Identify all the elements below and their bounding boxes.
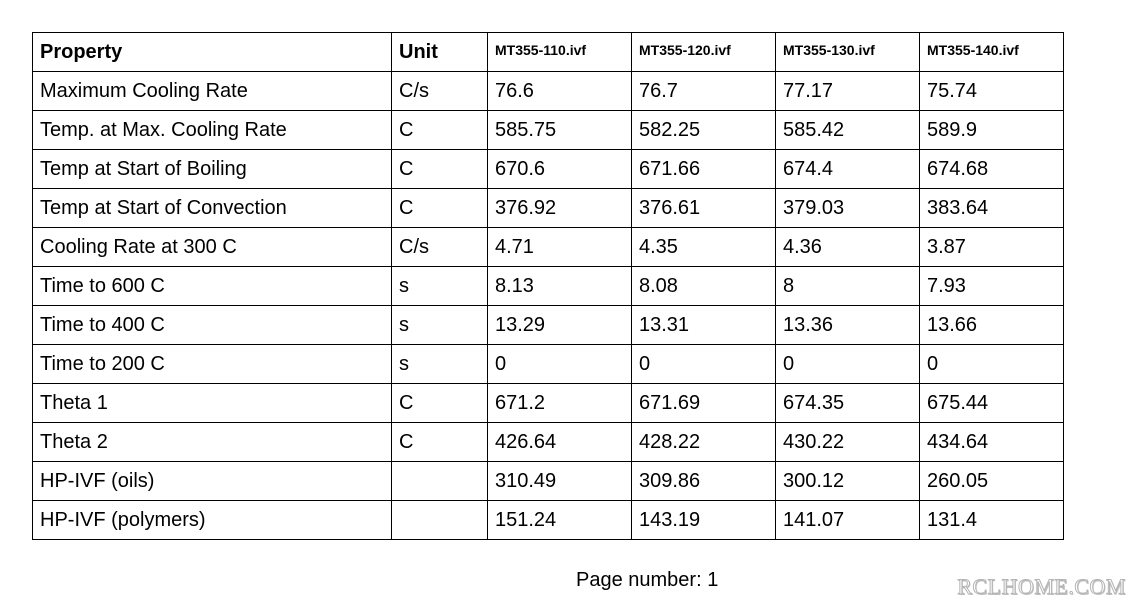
property-cell: HP-IVF (polymers) [33,501,392,540]
unit-cell [392,501,488,540]
value-cell: 589.9 [920,111,1064,150]
value-cell: 309.86 [632,462,776,501]
value-cell: 13.66 [920,306,1064,345]
value-cell: 376.61 [632,189,776,228]
value-cell: 76.7 [632,72,776,111]
unit-cell: C/s [392,72,488,111]
value-cell: 8 [776,267,920,306]
value-cell: 310.49 [488,462,632,501]
value-cell: 434.64 [920,423,1064,462]
page-number: Page number: 1 [576,569,719,591]
value-cell: 670.6 [488,150,632,189]
header-file: MT355-130.ivf [776,33,920,72]
table-header-row [33,33,1064,72]
property-cell: Temp at Start of Boiling [33,150,392,189]
value-cell: 376.92 [488,189,632,228]
value-cell: 13.29 [488,306,632,345]
value-cell: 671.69 [632,384,776,423]
value-cell: 141.07 [776,501,920,540]
property-cell: HP-IVF (oils) [33,462,392,501]
property-cell: Temp. at Max. Cooling Rate [33,111,392,150]
table-row [33,228,1064,267]
property-cell: Theta 2 [33,423,392,462]
property-cell: Cooling Rate at 300 C [33,228,392,267]
table-row [33,150,1064,189]
property-cell: Maximum Cooling Rate [33,72,392,111]
value-cell: 379.03 [776,189,920,228]
value-cell: 131.4 [920,501,1064,540]
value-cell: 585.75 [488,111,632,150]
unit-cell: s [392,345,488,384]
value-cell: 4.36 [776,228,920,267]
unit-cell: C/s [392,228,488,267]
value-cell: 0 [488,345,632,384]
value-cell: 7.93 [920,267,1064,306]
value-cell: 582.25 [632,111,776,150]
table-body [33,72,1064,540]
value-cell: 8.13 [488,267,632,306]
property-cell: Temp at Start of Convection [33,189,392,228]
value-cell: 260.05 [920,462,1064,501]
value-cell: 671.66 [632,150,776,189]
value-cell: 674.4 [776,150,920,189]
cooling-properties-table [32,32,1064,540]
value-cell: 671.2 [488,384,632,423]
table-row [33,306,1064,345]
table-row [33,345,1064,384]
value-cell: 8.08 [632,267,776,306]
header-unit: Unit [392,33,488,72]
unit-cell: C [392,111,488,150]
value-cell: 585.42 [776,111,920,150]
value-cell: 77.17 [776,72,920,111]
table-row [33,267,1064,306]
table-row [33,72,1064,111]
value-cell: 13.36 [776,306,920,345]
unit-cell: s [392,306,488,345]
unit-cell: C [392,150,488,189]
value-cell: 0 [776,345,920,384]
unit-cell [392,462,488,501]
value-cell: 4.71 [488,228,632,267]
value-cell: 0 [920,345,1064,384]
table-row [33,462,1064,501]
value-cell: 300.12 [776,462,920,501]
value-cell: 75.74 [920,72,1064,111]
value-cell: 3.87 [920,228,1064,267]
table-row [33,384,1064,423]
table-row [33,501,1064,540]
header-file: MT355-140.ivf [920,33,1064,72]
unit-cell: s [392,267,488,306]
unit-cell: C [392,423,488,462]
property-cell: Time to 600 C [33,267,392,306]
value-cell: 76.6 [488,72,632,111]
unit-cell: C [392,384,488,423]
value-cell: 0 [632,345,776,384]
value-cell: 426.64 [488,423,632,462]
table-row [33,423,1064,462]
property-cell: Time to 200 C [33,345,392,384]
property-cell: Theta 1 [33,384,392,423]
value-cell: 143.19 [632,501,776,540]
watermark-text: RCLHOME.COM [957,574,1126,599]
table-row [33,189,1064,228]
unit-cell: C [392,189,488,228]
value-cell: 674.35 [776,384,920,423]
value-cell: 675.44 [920,384,1064,423]
value-cell: 428.22 [632,423,776,462]
value-cell: 430.22 [776,423,920,462]
value-cell: 151.24 [488,501,632,540]
value-cell: 383.64 [920,189,1064,228]
value-cell: 13.31 [632,306,776,345]
header-file: MT355-110.ivf [488,33,632,72]
property-cell: Time to 400 C [33,306,392,345]
table-row [33,111,1064,150]
value-cell: 4.35 [632,228,776,267]
value-cell: 674.68 [920,150,1064,189]
header-property: Property [33,33,392,72]
header-file: MT355-120.ivf [632,33,776,72]
